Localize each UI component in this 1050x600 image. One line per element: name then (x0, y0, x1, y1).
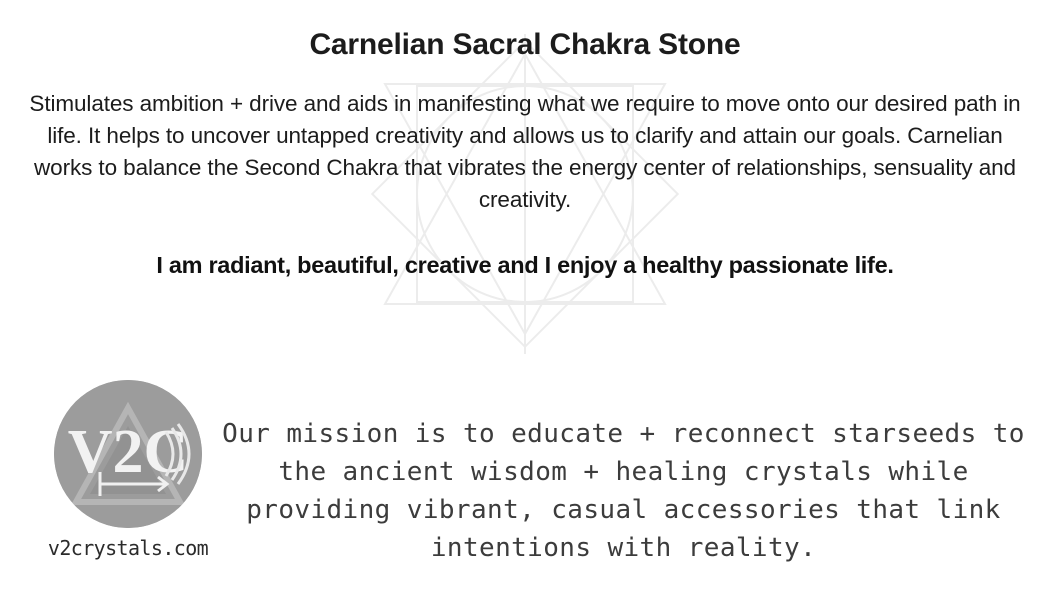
logo-text: V2C (67, 418, 189, 486)
page-title: Carnelian Sacral Chakra Stone (309, 28, 741, 61)
website-url: v2crystals.com (47, 536, 209, 560)
brand-block (28, 380, 228, 560)
affirmation-text: I am radiant, beautiful, creative and I enjoy a healthy passionate life. (156, 251, 894, 278)
content-area (0, 0, 1050, 279)
v2c-logo (54, 380, 202, 528)
footer-section (0, 370, 1050, 600)
logo-graphic (54, 380, 202, 528)
description-text: Stimulates ambition + drive and aids in manifesting what we require to move onto our desired path in life. It helps to uncover untapped creativity and allows us to clarify and attain our goals. Carnelian works to balance the Second Chakra that vibrates the energy center of relationships, sensuality and creativity. (29, 91, 1021, 212)
mission-statement: Our mission is to educate + reconnect starseeds to the ancient wisdom + healing crystals while providing vibrant, casual accessories that link intentions with reality. (222, 419, 1025, 563)
